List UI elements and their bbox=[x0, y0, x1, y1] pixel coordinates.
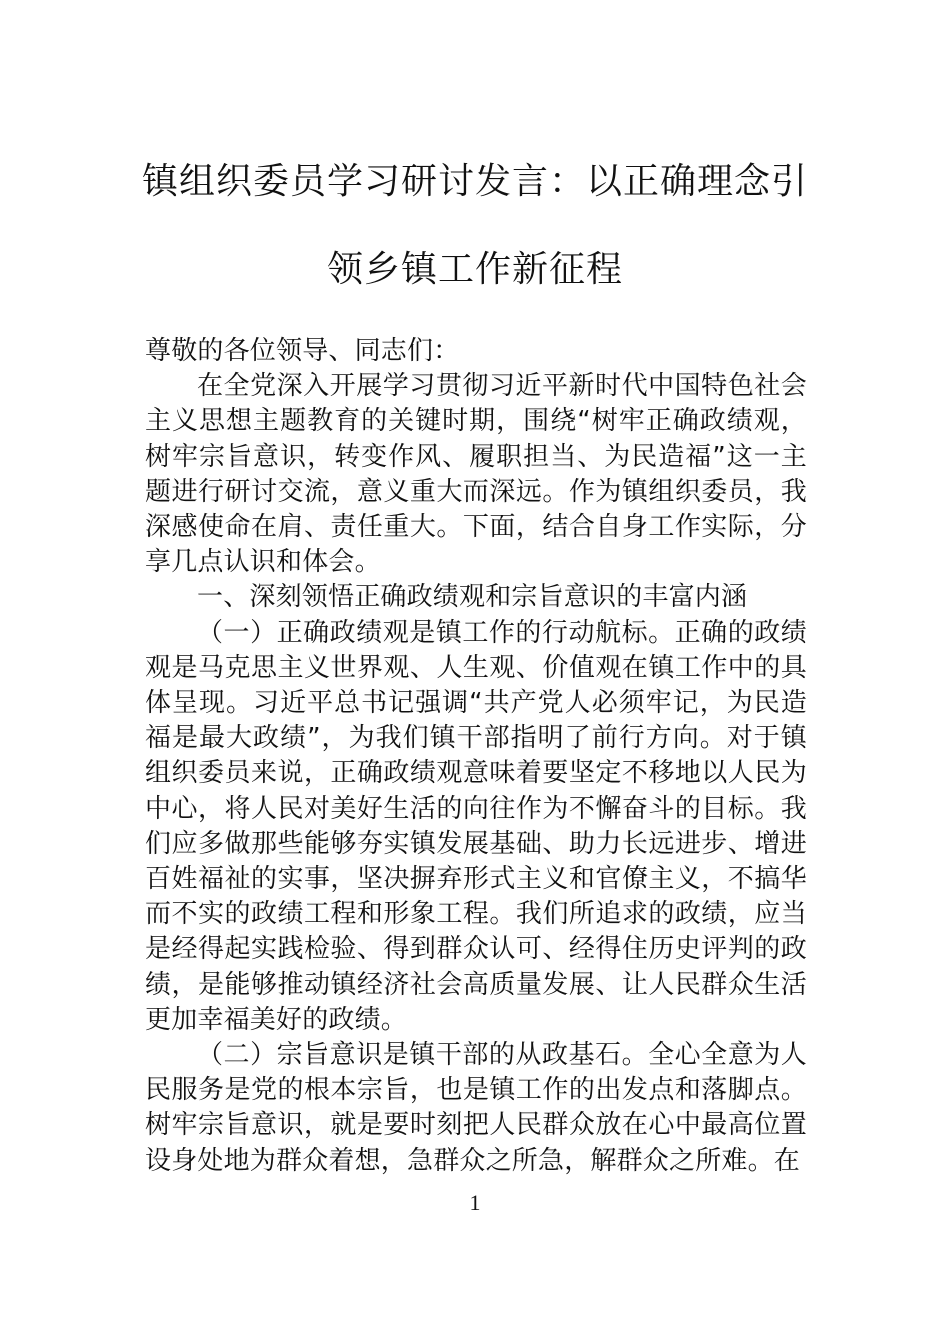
salutation: 尊敬的各位领导、同志们： bbox=[145, 336, 460, 366]
paragraph-intro: 在全党深入开展学习贯彻习近平新时代中国特色社会主义思想主题教育的关键时期，围绕“树牢正确政绩观，树牢宗旨意识，转变作风、履职担当、为民造福”这一主题进行研讨交流，意义重大而深远。作为镇组织委员，我深感使命在肩、责任重大。下面，结合自身工作实际，分享几点认识和体会。 bbox=[145, 371, 807, 578]
document-title: 镇组织委员学习研讨发言：以正确理念引领乡镇工作新征程 bbox=[141, 161, 808, 290]
paragraph-subsection-1: （一）正确政绩观是镇工作的行动航标。正确的政绩观是马克思主义世界观、人生观、价值观在镇工作中的具体呈现。习近平总书记强调“共产党人必须牢记，为民造福是最大政绩”，为我们镇干部指明了前行方向。对于镇组织委员来说，正确政绩观意味着要坚定不移地以人民为中心，将人民对美好生活的向往作为不懈奋斗的目标。我们应多做那些能够夯实镇发展基础、助力长远进步、增进百姓福祉的实事，坚决摒弃形式主义和官僚主义，不搞华而不实的政绩工程和形象工程。我们所追求的政绩，应当是经得起实践检验、得到群众认可、经得住历史评判的政绩，是能够推动镇经济社会高质量发展、让人民群众生活更加幸福美好的政绩。 bbox=[145, 617, 807, 1035]
section-heading-1: 一、深刻领悟正确政绩观和宗旨意识的丰富内涵 bbox=[197, 582, 748, 613]
paragraph-subsection-2: （二）宗旨意识是镇干部的从政基石。全心全意为人民服务是党的根本宗旨，也是镇工作的出发点和落脚点。树牢宗旨意识，就是要时刻把人民群众放在心中最高位置设身处地为群众着想，急群众之所急，解群众之所难。在 bbox=[145, 1040, 807, 1176]
document-body bbox=[145, 334, 807, 1179]
page-number: 1 bbox=[469, 1190, 481, 1215]
